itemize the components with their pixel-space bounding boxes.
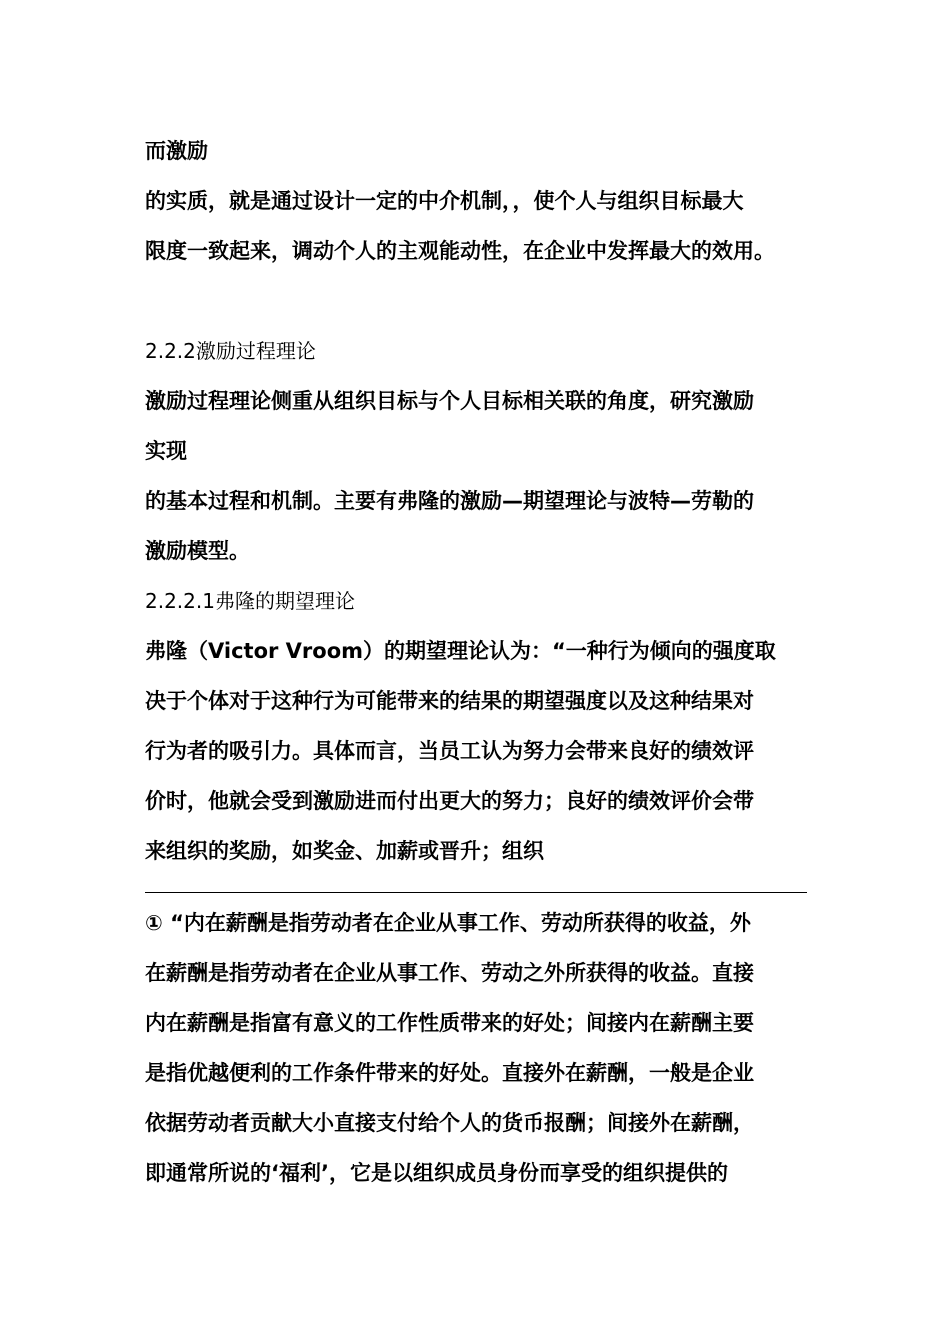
footnote-line: 依据劳动者贡献大小直接支付给个人的货币报酬；间接外在薪酬， [145, 1111, 754, 1135]
footnote-line: 内在薪酬是指富有意义的工作性质带来的好处；间接内在薪酬主要 [145, 1011, 754, 1035]
body-line: 限度一致起来，调动个人的主观能动性，在企业中发挥最大的效用。 [145, 239, 775, 263]
body-line: 的基本过程和机制。主要有弗隆的激励—期望理论与波特—劳勒的 [145, 489, 754, 513]
body-line: 价时，他就会受到激励进而付出更大的努力；良好的绩效评价会带 [145, 789, 754, 813]
body-line: 决于个体对于这种行为可能带来的结果的期望强度以及这种结果对 [145, 689, 754, 713]
body-line: 弗隆（Victor Vroom）的期望理论认为：“一种行为倾向的强度取 [145, 639, 776, 663]
body-line: 行为者的吸引力。具体而言，当员工认为努力会带来良好的绩效评 [145, 739, 754, 763]
body-line: 来组织的奖励，如奖金、加薪或晋升；组织 [145, 839, 544, 863]
body-line: 而激励 [145, 139, 208, 163]
footnote-line: ① “内在薪酬是指劳动者在企业从事工作、劳动所获得的收益，外 [145, 911, 751, 935]
body-line: 的实质，就是通过设计一定的中介机制，，使个人与组织目标最大 [145, 189, 744, 213]
body-line: 实现 [145, 439, 187, 463]
footnote-line: 即通常所说的‘福利’，它是以组织成员身份而享受的组织提供的 [145, 1161, 728, 1185]
footnote-line: 在薪酬是指劳动者在企业从事工作、劳动之外所获得的收益。直接 [145, 961, 754, 985]
body-line: 激励模型。 [145, 539, 250, 563]
subsection-heading: 2.2.2.1弗隆的期望理论 [145, 589, 355, 613]
body-line: 激励过程理论侧重从组织目标与个人目标相关联的角度，研究激励 [145, 389, 754, 413]
section-heading: 2.2.2激励过程理论 [145, 339, 316, 363]
footnote-separator [145, 892, 807, 893]
footnote-line: 是指优越便利的工作条件带来的好处。直接外在薪酬，一般是企业 [145, 1061, 754, 1085]
